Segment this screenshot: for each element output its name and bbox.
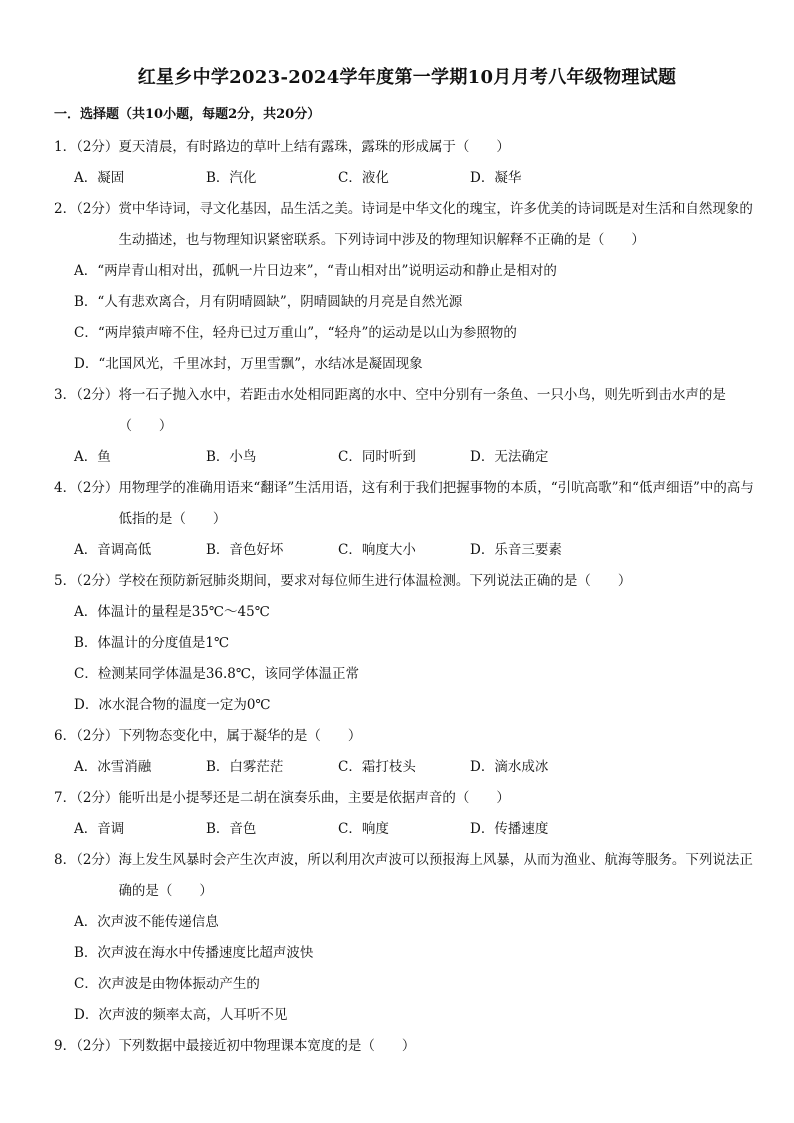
option-c[interactable]: C．液化 (338, 170, 389, 186)
question-number: 8．（2分） (54, 852, 119, 868)
option-a[interactable]: A．冰雪消融 (74, 759, 152, 775)
options-row (54, 535, 760, 566)
option-d[interactable]: D．滴水成冰 (470, 759, 549, 775)
question-number: 7．（2分） (54, 790, 119, 806)
option-a[interactable]: A．音调 (74, 821, 125, 837)
question-stem (54, 473, 760, 535)
option-c[interactable]: C．响度 (338, 821, 389, 837)
exam-title: 红星乡中学2023-2024学年度第一学期10月月考八年级物理试题 (137, 67, 677, 88)
question-text: 海上发生风暴时会产生次声波，所以利用次声波可以预报海上风暴，从而为渔业、航海等服务。下列说法正确的是（ ） (118, 852, 753, 899)
question-stem (54, 194, 760, 256)
question-9 (54, 1031, 760, 1062)
option-d[interactable]: D．“北国风光，千里冰封，万里雪飘”，水结冰是凝固现象 (74, 356, 423, 372)
question-stem (54, 566, 760, 597)
option-b[interactable]: B．音色 (206, 821, 257, 837)
question-number: 6．（2分） (54, 728, 119, 744)
question-number: 1．（2分） (54, 139, 119, 155)
option-d[interactable]: D．传播速度 (470, 821, 549, 837)
option-d[interactable]: D．乐音三要素 (470, 542, 562, 558)
option-b[interactable]: B．体温计的分度值是1℃ (74, 635, 230, 651)
question-stem (54, 132, 760, 163)
question-text: 下列数据中最接近初中物理课本宽度的是（ ） (118, 1038, 416, 1054)
section-heading: 一．选择题（共10小题，每题2分，共20分） (54, 107, 321, 122)
question-text: 学校在预防新冠肺炎期间，要求对每位师生进行体温检测。下列说法正确的是（ ） (118, 573, 632, 589)
option-c[interactable]: C．响度大小 (338, 542, 416, 558)
question-number: 4．（2分） (54, 480, 119, 496)
question-4 (54, 473, 760, 566)
question-text: 下列物态变化中，属于凝华的是（ ） (118, 728, 362, 744)
question-stem (54, 380, 760, 442)
options-row (54, 752, 760, 783)
question-text: 能听出是小提琴还是二胡在演奏乐曲，主要是依据声音的（ ） (118, 790, 510, 806)
question-3 (54, 380, 760, 473)
option-a[interactable]: A．“两岸青山相对出，孤帆一片日边来”，“青山相对出”说明运动和静止是相对的 (74, 263, 557, 279)
question-stem (54, 783, 760, 814)
option-b[interactable]: B．白雾茫茫 (206, 759, 284, 775)
option-b[interactable]: B．音色好坏 (206, 542, 284, 558)
options-row (54, 442, 760, 473)
option-c[interactable]: C．次声波是由物体振动产生的 (74, 976, 260, 992)
options-row (54, 163, 760, 194)
question-number: 9．（2分） (54, 1038, 119, 1054)
question-stem (54, 721, 760, 752)
option-a[interactable]: A．鱼 (74, 449, 111, 465)
question-stem (54, 1031, 760, 1062)
options-row (54, 814, 760, 845)
question-number: 2．（2分） (54, 201, 119, 217)
option-b[interactable]: B．“人有悲欢离合，月有阴晴圆缺”，阴晴圆缺的月亮是自然光源 (74, 294, 463, 310)
question-text: 将一石子抛入水中，若距击水处相同距离的水中、空中分别有一条鱼、一只小鸟，则先听到击水声的是（ ） (118, 387, 726, 434)
question-8 (54, 845, 760, 1031)
question-number: 3．（2分） (54, 387, 119, 403)
option-c[interactable]: C．检测某同学体温是36.8℃，该同学体温正常 (74, 666, 359, 682)
option-a[interactable]: A．凝固 (74, 170, 125, 186)
options-column (54, 256, 760, 380)
option-b[interactable]: B．次声波在海水中传播速度比超声波快 (74, 945, 314, 961)
question-text: 夏天清晨，有时路边的草叶上结有露珠，露珠的形成属于（ ） (118, 139, 510, 155)
option-d[interactable]: D．冰水混合物的温度一定为0℃ (74, 697, 271, 713)
question-5 (54, 566, 760, 721)
question-2 (54, 194, 760, 380)
question-text: 用物理学的准确用语来“翻译”生活用语，这有利于我们把握事物的本质，“引吭高歌”和“低声细语”中的高与低指的是（ ） (118, 480, 754, 527)
options-column (54, 907, 760, 1031)
option-d[interactable]: D．无法确定 (470, 449, 549, 465)
option-c[interactable]: C．同时听到 (338, 449, 416, 465)
question-7 (54, 783, 760, 845)
option-c[interactable]: C．霜打枝头 (338, 759, 416, 775)
option-a[interactable]: A．体温计的量程是35℃～45℃ (74, 604, 270, 620)
options-column (54, 597, 760, 721)
question-1 (54, 132, 760, 194)
option-d[interactable]: D．次声波的频率太高，人耳听不见 (74, 1007, 288, 1023)
option-a[interactable]: A．音调高低 (74, 542, 152, 558)
option-a[interactable]: A．次声波不能传递信息 (74, 914, 219, 930)
option-c[interactable]: C．“两岸猿声啼不住，轻舟已过万重山”，“轻舟”的运动是以山为参照物的 (74, 325, 517, 341)
question-number: 5．（2分） (54, 573, 119, 589)
option-b[interactable]: B．小鸟 (206, 449, 257, 465)
option-b[interactable]: B．汽化 (206, 170, 257, 186)
question-stem (54, 845, 760, 907)
option-d[interactable]: D．凝华 (470, 170, 522, 186)
question-text: 赏中华诗词，寻文化基因，品生活之美。诗词是中华文化的瑰宝，许多优美的诗词既是对生活和自然现象的生动描述，也与物理知识紧密联系。下列诗词中涉及的物理知识解释不正确的是（ ） (118, 201, 753, 248)
question-6 (54, 721, 760, 783)
